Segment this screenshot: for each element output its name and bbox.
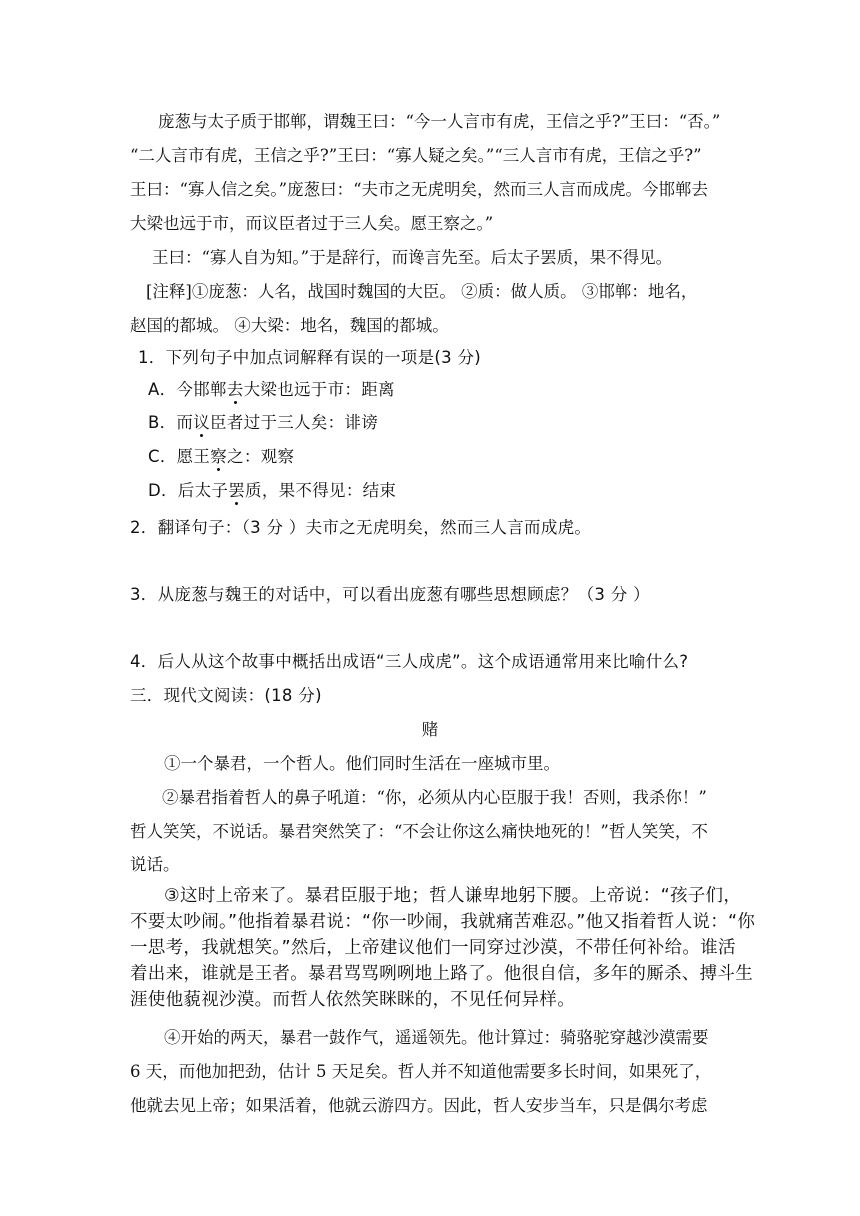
question-1-stem: 1．下列句子中加点词解释有误的一项是(3 分) — [138, 348, 482, 367]
option-text: 之：观察 — [227, 447, 295, 466]
question-4: 4．后人从这个故事中概括出成语“三人成虎”。这个成语通常用来比喻什么? — [130, 652, 689, 671]
passage-line: 王曰：“寡人自为知。”于是辞行，而谗言先至。后太子罢质，果不得见。 — [152, 248, 673, 267]
option-text: B．而 — [148, 413, 194, 432]
passage-line: 庞葱与太子质于邯郸，谓魏王曰：“今一人言市有虎，王信之乎?”王曰：“否。” — [158, 112, 721, 131]
option-text: A．今邯郸 — [148, 380, 227, 399]
option-text: C．愿王 — [148, 447, 211, 466]
dotted-word: 察 — [210, 447, 228, 466]
option-c — [148, 445, 294, 469]
annotation-line: [注释]①庞葱：人名，战国时魏国的大臣。 ②质：做人质。 ③邯郸：地名， — [146, 282, 698, 301]
story-line: 一思考，我就想笑。”然后，上帝建议他们一同穿过沙漠，不带任何补给。谁活 — [130, 938, 736, 958]
story-line: 他就去见上帝；如果活着，他就云游四方。因此，哲人安步当车，只是偶尔考虑 — [130, 1096, 708, 1115]
option-text: 大梁也远于市：距离 — [243, 380, 395, 399]
passage-line: 王曰：“寡人信之矣。”庞葱曰：“夫市之无虎明矣，然而三人言而成虎。今邯郸去 — [130, 180, 709, 199]
option-text: 质，果不得见：结束 — [245, 481, 397, 500]
story-line: ①一个暴君，一个哲人。他们同时生活在一座城市里。 — [164, 754, 560, 773]
annotation-line: 赵国的都城。 ④大梁：地名，魏国的都城。 — [130, 316, 449, 335]
option-text: 臣者过于三人矣：诽谤 — [210, 413, 379, 432]
story-line: 6 天，而他加把劲，估计 5 天足矣。哲人并不知道他需要多长时间，如果死了， — [130, 1062, 712, 1081]
option-d — [148, 479, 396, 503]
story-line: 着出来，谁就是王者。暴君骂骂咧咧地上路了。他很自信，多年的厮杀、搏斗生 — [130, 964, 753, 984]
story-line: ②暴君指着哲人的鼻子吼道：“你，必须从内心臣服于我！否则，我杀你！” — [162, 788, 707, 807]
story-title: 赌 — [421, 720, 439, 739]
section-heading: 三．现代文阅读：(18 分) — [130, 686, 322, 705]
story-line: 不要太吵闹。”他指着暴君说：“你一吵闹，我就痛苦难忍。”他又指着哲人说：“你 — [130, 912, 756, 932]
question-3: 3．从庞葱与魏王的对话中，可以看出庞葱有哪些思想顾虑？（3 分 ） — [130, 585, 650, 604]
passage-line: “二人言市有虎，王信之乎?”王曰：“寡人疑之矣。”“三人言市有虎，王信之乎?” — [130, 146, 702, 165]
story-line: 说话。 — [130, 855, 180, 874]
passage-line: 大梁也远于市，而议臣者过于三人矣。愿王察之。” — [130, 214, 494, 233]
question-2: 2．翻译句子：（3 分 ）夫市之无虎明矣，然而三人言而成虎。 — [130, 518, 592, 537]
story-line: ④开始的两天，暴君一鼓作气，遥遥领先。他计算过：骑骆驼穿越沙漠需要 — [164, 1028, 709, 1047]
dotted-word: 议 — [193, 413, 211, 432]
dotted-word: 罢 — [228, 481, 246, 500]
option-text: D．后太子 — [148, 481, 229, 500]
story-line: 涯使他藐视沙漠。而哲人依然笑眯眯的，不见任何异样。 — [130, 990, 575, 1010]
story-line: 哲人笑笑，不说话。暴君突然笑了：“不会让你这么痛快地死的！”哲人笑笑，不 — [130, 822, 708, 841]
dotted-word: 去 — [226, 380, 244, 399]
option-b — [148, 411, 378, 435]
option-a — [148, 378, 395, 402]
story-line: ③这时上帝来了。暴君臣服于地；哲人谦卑地躬下腰。上帝说：“孩子们， — [164, 886, 742, 906]
